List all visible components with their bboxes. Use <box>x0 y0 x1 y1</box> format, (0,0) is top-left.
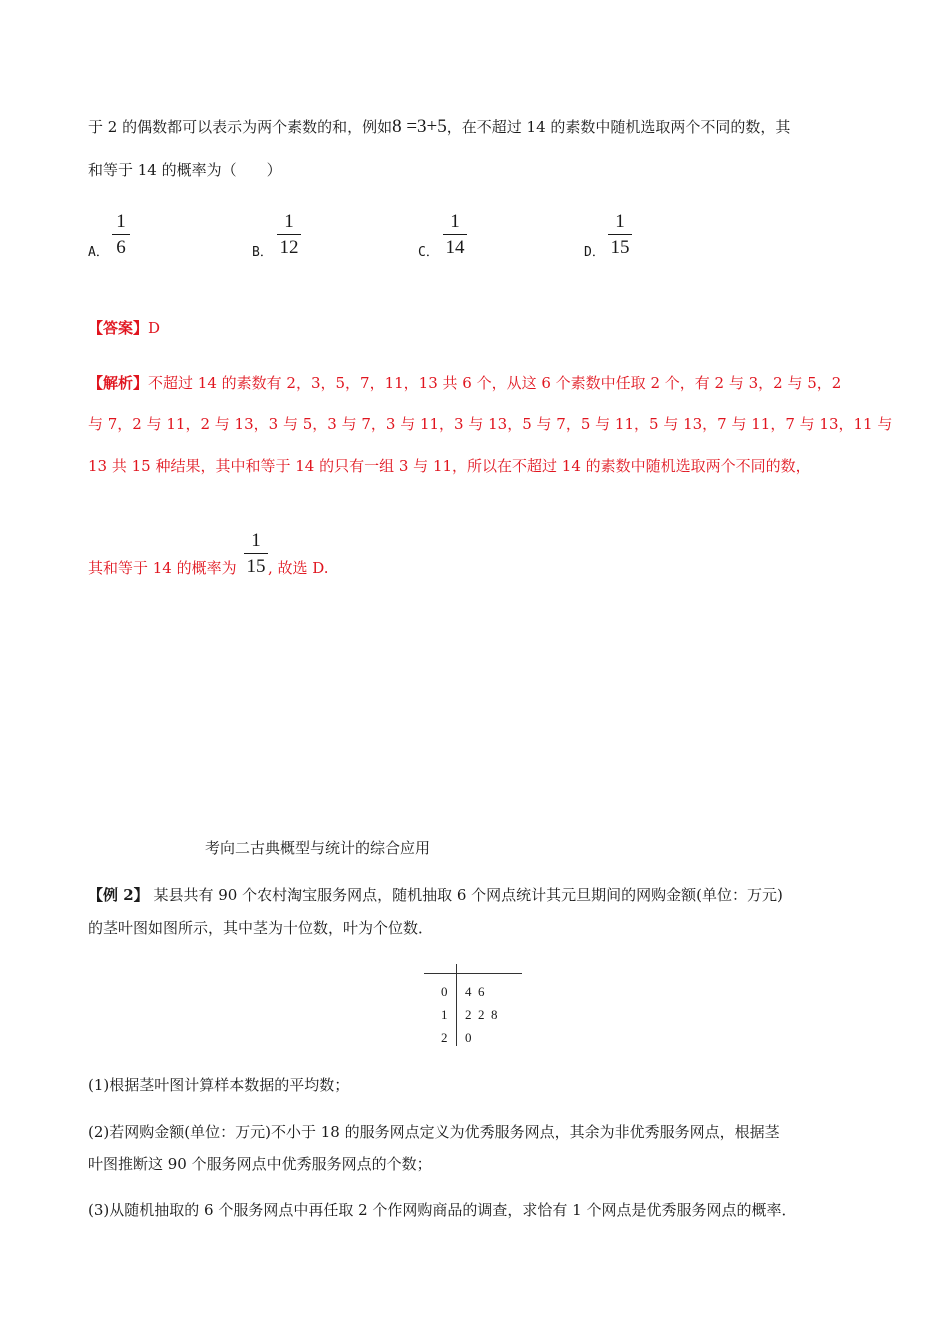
option-a-denominator: 6 <box>116 237 126 258</box>
stem-value: 1 <box>441 1007 448 1022</box>
fraction-bar <box>443 234 467 235</box>
option-a-label: A． <box>88 245 109 260</box>
analysis-line-4-post: , 故选 D. <box>268 559 329 577</box>
option-b-fraction <box>277 211 301 259</box>
option-d-denominator: 15 <box>610 237 630 258</box>
question-math-example: 8 =3+5 <box>392 116 447 137</box>
analysis-tag: 【解析】 <box>88 374 149 392</box>
example2-line-2: 的茎叶图如图所示，其中茎为十位数，叶为个位数． <box>88 919 434 937</box>
option-c-numerator: 1 <box>450 211 460 232</box>
option-c-label: C． <box>418 245 439 260</box>
option-d-fraction <box>608 211 632 259</box>
section-heading: 考向二古典概型与统计的综合应用 <box>205 839 431 857</box>
analysis-line-3: 13 共 15 种结果，其中和等于 14 的只有一组 3 与 11，所以在不超过 14 的素数中随机选取两个不同的数， <box>88 457 811 475</box>
stem-value: 0 <box>441 984 448 999</box>
analysis-numerator: 1 <box>251 530 261 551</box>
option-b-denominator: 12 <box>279 237 299 258</box>
question-text-pre: 于 2 的偶数都可以表示为两个素数的和，例如 <box>88 118 393 136</box>
analysis-line-2: 与 7，2 与 11，2 与 13，3 与 5，3 与 7，3 与 11，3 与 13，5 与 7，5 与 11，5 与 13，7 与 11，7 与 13，11 与 <box>88 415 893 433</box>
answer-value: D <box>148 319 161 337</box>
subquestion-2-line-2: 叶图推断这 90 个服务网点中优秀服务网点的个数； <box>88 1155 432 1173</box>
analysis-line-1 <box>88 373 841 393</box>
option-a-fraction <box>112 211 130 259</box>
fraction-bar <box>277 234 301 235</box>
fraction-bar <box>244 553 268 554</box>
option-b-label: B． <box>252 245 273 260</box>
answer-tag: 【答案】 <box>88 319 149 337</box>
option-c-denominator: 14 <box>445 237 465 258</box>
question-text-post: ，在不超过 14 的素数中随机选取两个不同的数，其 <box>446 118 791 136</box>
stem-leaf-vertical-rule <box>456 964 457 1046</box>
analysis-fraction <box>244 530 268 578</box>
leaf-values: 0 <box>465 1030 472 1045</box>
option-a-numerator: 1 <box>116 211 126 232</box>
analysis-line-4-pre: 其和等于 14 的概率为 <box>88 559 237 577</box>
example2-tag: 【例 2】 <box>88 886 149 904</box>
option-d-label: D． <box>584 245 605 260</box>
subquestion-2-line-1: (2)若网购金额(单位：万元)不小于 18 的服务网点定义为优秀服务网点，其余为非优秀服务网点，根据茎 <box>88 1123 780 1141</box>
question-line-1 <box>88 117 790 137</box>
example2-line-1 <box>88 885 783 905</box>
option-c-fraction <box>443 211 467 259</box>
option-d-numerator: 1 <box>615 211 625 232</box>
leaf-values: 4 6 <box>465 984 485 999</box>
subquestion-1: (1)根据茎叶图计算样本数据的平均数； <box>88 1076 350 1094</box>
stem-value: 2 <box>441 1030 448 1045</box>
analysis-denominator: 15 <box>246 556 266 577</box>
question-line-2: 和等于 14 的概率为（ ） <box>88 161 282 179</box>
fraction-bar <box>608 234 632 235</box>
answer-line <box>88 318 160 338</box>
fraction-bar <box>112 234 130 235</box>
leaf-values: 2 2 8 <box>465 1007 498 1022</box>
subquestion-3: (3)从随机抽取的 6 个服务网点中再任取 2 个作网购商品的调查，求恰有 1 个网点是优秀服务网点的概率． <box>88 1201 797 1219</box>
example2-text-1: 某县共有 90 个农村淘宝服务网点，随机抽取 6 个网点统计其元旦期间的网购金额(单位：万元) <box>148 886 783 904</box>
stem-leaf-horizontal-rule <box>424 973 522 974</box>
option-b-numerator: 1 <box>284 211 294 232</box>
analysis-text-1: 不超过 14 的素数有 2，3，5，7，11，13 共 6 个，从这 6 个素数中任取 2 个，有 2 与 3，2 与 5，2 <box>148 374 842 392</box>
